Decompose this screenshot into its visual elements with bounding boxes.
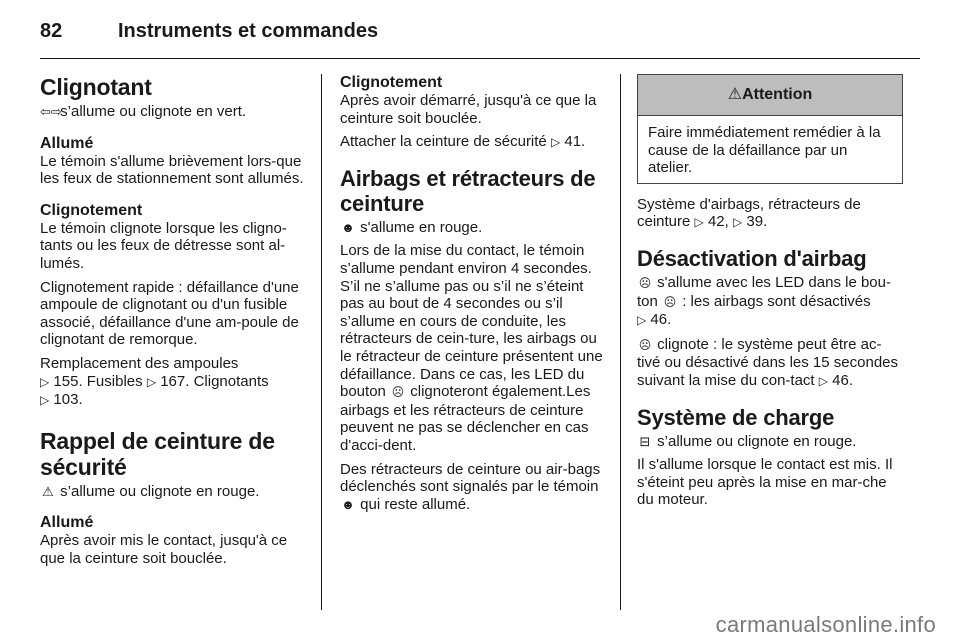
- column-1: [40, 74, 306, 574]
- heading-clignotement: Clignotement: [340, 74, 443, 91]
- paragraph: Des rétracteurs de ceinture ou air-bags déclenchés sont signalés par le témoin ☻ qui reste allumé.: [340, 460, 601, 513]
- page-title: Instruments et commandes: [118, 20, 379, 42]
- paragraph: Lors de la mise du contact, le témoin s’allume pendant environ 4 secondes. S’il ne s’allume pas ou s’il ne s’éteint pas au bout de 4 secondes ou s’il s’allume en cours de conduite, les rétracteurs de cein-ture, les airbags ou le rétracteur de ceinture présentent une défaillance. Dans ce cas, les LED du bouton ☹ clignoteront également.Les airbags et les rétracteurs de ceinture peuvent ne pas se déclencher en cas d'acci-dent.: [340, 242, 603, 454]
- airbag-icon: ☻: [341, 496, 355, 512]
- attention-box: [637, 74, 903, 184]
- heading-allume: Allumé: [40, 134, 94, 152]
- paragraph: Il s'allume lorsque le contact est mis. Il s'éteint peu après la mise en mar-che du moteur.: [637, 456, 893, 509]
- paragraph: Après avoir démarré, jusqu'à ce que la ceinture soit bouclée.: [340, 92, 597, 127]
- page-ref-icon: ▷: [40, 374, 50, 389]
- heading-desactivation-airbag: Désactivation d'airbag: [637, 245, 867, 271]
- page-ref-icon: ▷: [637, 313, 647, 328]
- paragraph: ☹ clignote : le système peut être ac-tivé ou désactivé dans les 15 secondes suivant la mise du con-tact ▷ 46.: [637, 335, 898, 389]
- heading-rappel-ceinture: Rappel de ceinture de sécurité: [40, 427, 275, 480]
- airbag-icon: ☻: [341, 219, 355, 235]
- page-number: 82: [40, 20, 63, 42]
- page-ref-icon: ▷: [694, 215, 704, 230]
- paragraph: Le témoin clignote lorsque les cligno-tants ou les feux de détresse sont al-lumés.: [40, 219, 287, 272]
- attention-body: Faire immédiatement remédier à la cause de la défaillance par un atelier.: [648, 124, 881, 177]
- paragraph: ⚠ s’allume ou clignote en rouge.: [40, 483, 306, 501]
- airbag-off-icon: ☹: [638, 337, 652, 352]
- heading-airbags: Airbags et rétracteurs de ceinture: [340, 165, 596, 216]
- paragraph: ☻ s'allume en rouge.: [341, 218, 483, 236]
- page-ref-icon: ▷: [550, 135, 561, 150]
- page-ref-icon: ▷: [146, 374, 157, 389]
- paragraph: Attacher la ceinture de sécurité ▷ 41.: [340, 133, 586, 151]
- page-ref-icon: ▷: [40, 393, 50, 408]
- column-2: [340, 74, 604, 519]
- page-ref-icon: ▷: [732, 215, 743, 230]
- airbag-off-icon: ☹: [638, 275, 652, 290]
- heading-allume: Allumé: [40, 514, 94, 532]
- page-header: [40, 18, 920, 56]
- airbag-off-icon: ☹: [391, 385, 405, 400]
- column-divider: [620, 74, 621, 610]
- paragraph: Après avoir mis le contact, jusqu'à ce que la ceinture soit bouclée.: [40, 532, 288, 567]
- paragraph: ⊟ s’allume ou clignote en rouge.: [637, 433, 903, 451]
- page-ref-icon: ▷: [818, 373, 828, 388]
- paragraph: Clignotement rapide : défaillance d'une ampoule de clignotant ou d'un fusible associé, défaillance d'une am-poule de clignotant de remorque.: [40, 278, 299, 349]
- watermark: carmanualsonline.info: [715, 612, 936, 637]
- column-divider: [321, 74, 322, 610]
- paragraph: Le témoin s'allume brièvement lors-que les feux de stationnement sont allumés.: [40, 152, 304, 188]
- paragraph: ⇦⇨ s’allume ou clignote en vert.: [40, 103, 247, 120]
- attention-header: ⚠Attention: [638, 75, 902, 116]
- heading-clignotant: Clignotant: [40, 74, 152, 100]
- warning-icon: ⚠: [727, 86, 743, 103]
- heading-clignotement: Clignotement: [40, 201, 143, 219]
- battery-icon: ⊟: [639, 433, 651, 449]
- heading-systeme-charge: Système de charge: [637, 404, 835, 430]
- seatbelt-icon: ⚠: [42, 483, 54, 499]
- paragraph: Système d'airbags, rétracteurs de ceinture ▷ 42, ▷ 39.: [637, 195, 861, 231]
- paragraph: ☹ s'allume avec les LED dans le bou-ton ☹ : les airbags sont désactivés ▷ 46.: [637, 273, 891, 329]
- column-3: [637, 74, 903, 515]
- turn-signal-icon: ⇦⇨: [40, 104, 62, 119]
- paragraph: Remplacement des ampoules ▷ 155. Fusibles ▷ 167. Clignotants ▷ 103.: [40, 354, 269, 409]
- airbag-off-icon: ☹: [663, 294, 677, 309]
- header-rule: [40, 58, 920, 59]
